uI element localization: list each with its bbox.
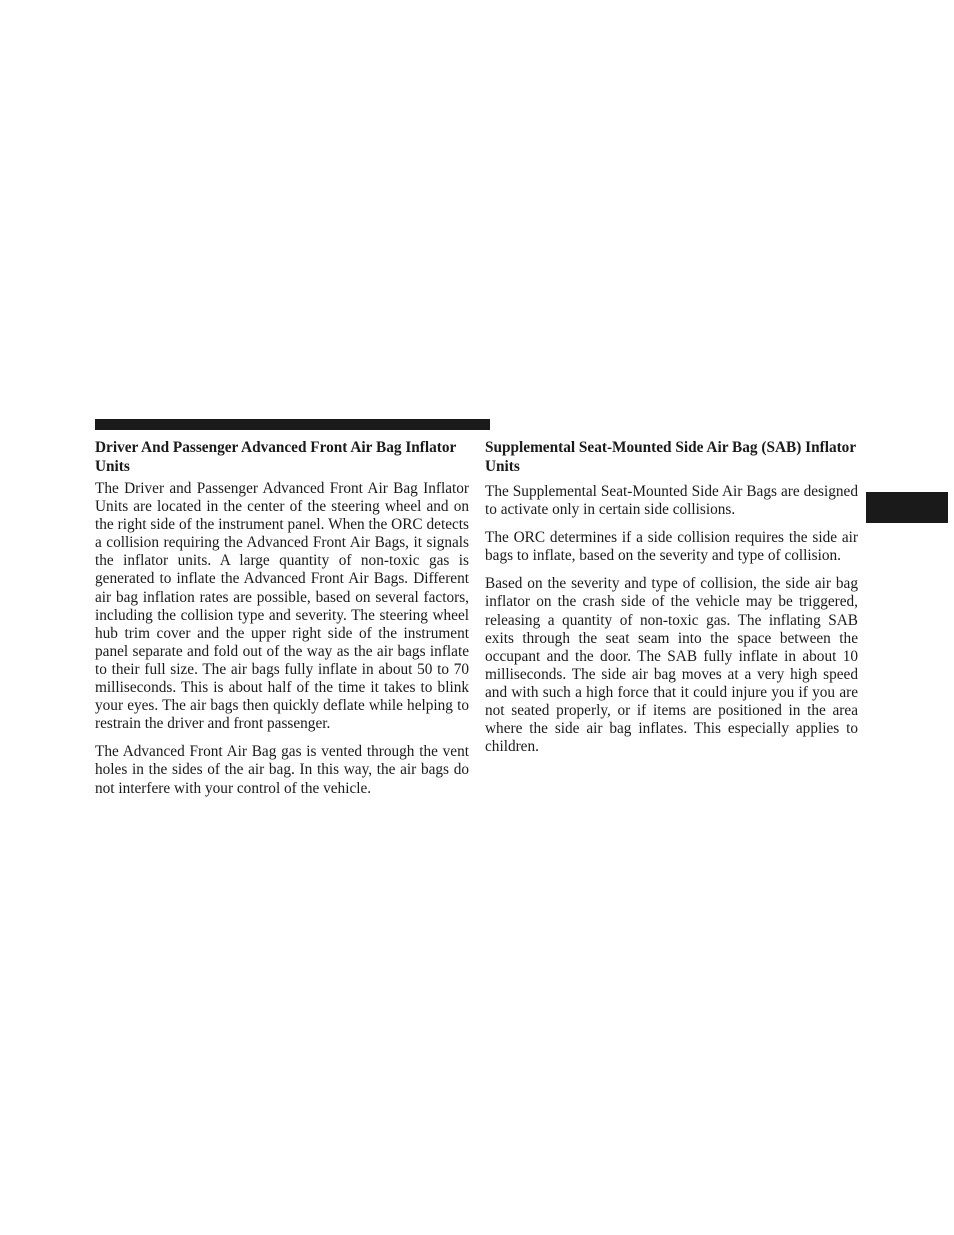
chapter-thumb-tab	[866, 492, 948, 523]
left-column	[95, 438, 469, 808]
right-paragraph-2: The ORC determines if a side collision requires the side air bags to inflate, based on the severity and type of collision.	[485, 529, 858, 565]
right-paragraph-3: Based on the severity and type of collision, the side air bag inflator on the crash side of the vehicle may be triggered, releasing a quantity of non-toxic gas. The inflating SAB exits through the seat seam into the space between the occupant and the door. The SAB fully inflate in about 10 milliseconds. The side air bag moves at a very high speed and with such a high force that it could injure you if you are not seated properly, or if items are positioned in the area where the side air bag inflates. This especially applies to children.	[485, 575, 858, 756]
left-section-heading: Driver And Passenger Advanced Front Air Bag Inflator Units	[95, 439, 457, 475]
right-paragraph-1: The Supplemental Seat-Mounted Side Air Bags are designed to activate only in certain side collisions.	[485, 483, 858, 519]
right-column	[485, 438, 858, 766]
right-section-heading: Supplemental Seat-Mounted Side Air Bag (SAB) Inflator Units	[485, 439, 856, 475]
section-rule-bar	[95, 419, 490, 430]
left-paragraph-2: The Advanced Front Air Bag gas is vented through the vent holes in the sides of the air bag. In this way, the air bags do not interfere with your control of the vehicle.	[95, 743, 469, 797]
left-paragraph-1: The Driver and Passenger Advanced Front Air Bag Inflator Units are located in the center of the steering wheel and on the right side of the instrument panel. When the ORC detects a collision requiring the Advanced Front Air Bags, it signals the inflator units. A large quantity of non-toxic gas is generated to inflate the Advanced Front Air Bags. Different air bag inflation rates are possible, based on several factors, including the collision type and severity. The steering wheel hub trim cover and the upper right side of the instrument panel separate and fold out of the way as the air bags inflate to their full size. The air bags fully inflate in about 50 to 70 milliseconds. This is about half of the time it takes to blink your eyes. The air bags then quickly deflate while helping to restrain the driver and front passenger.	[95, 480, 469, 733]
